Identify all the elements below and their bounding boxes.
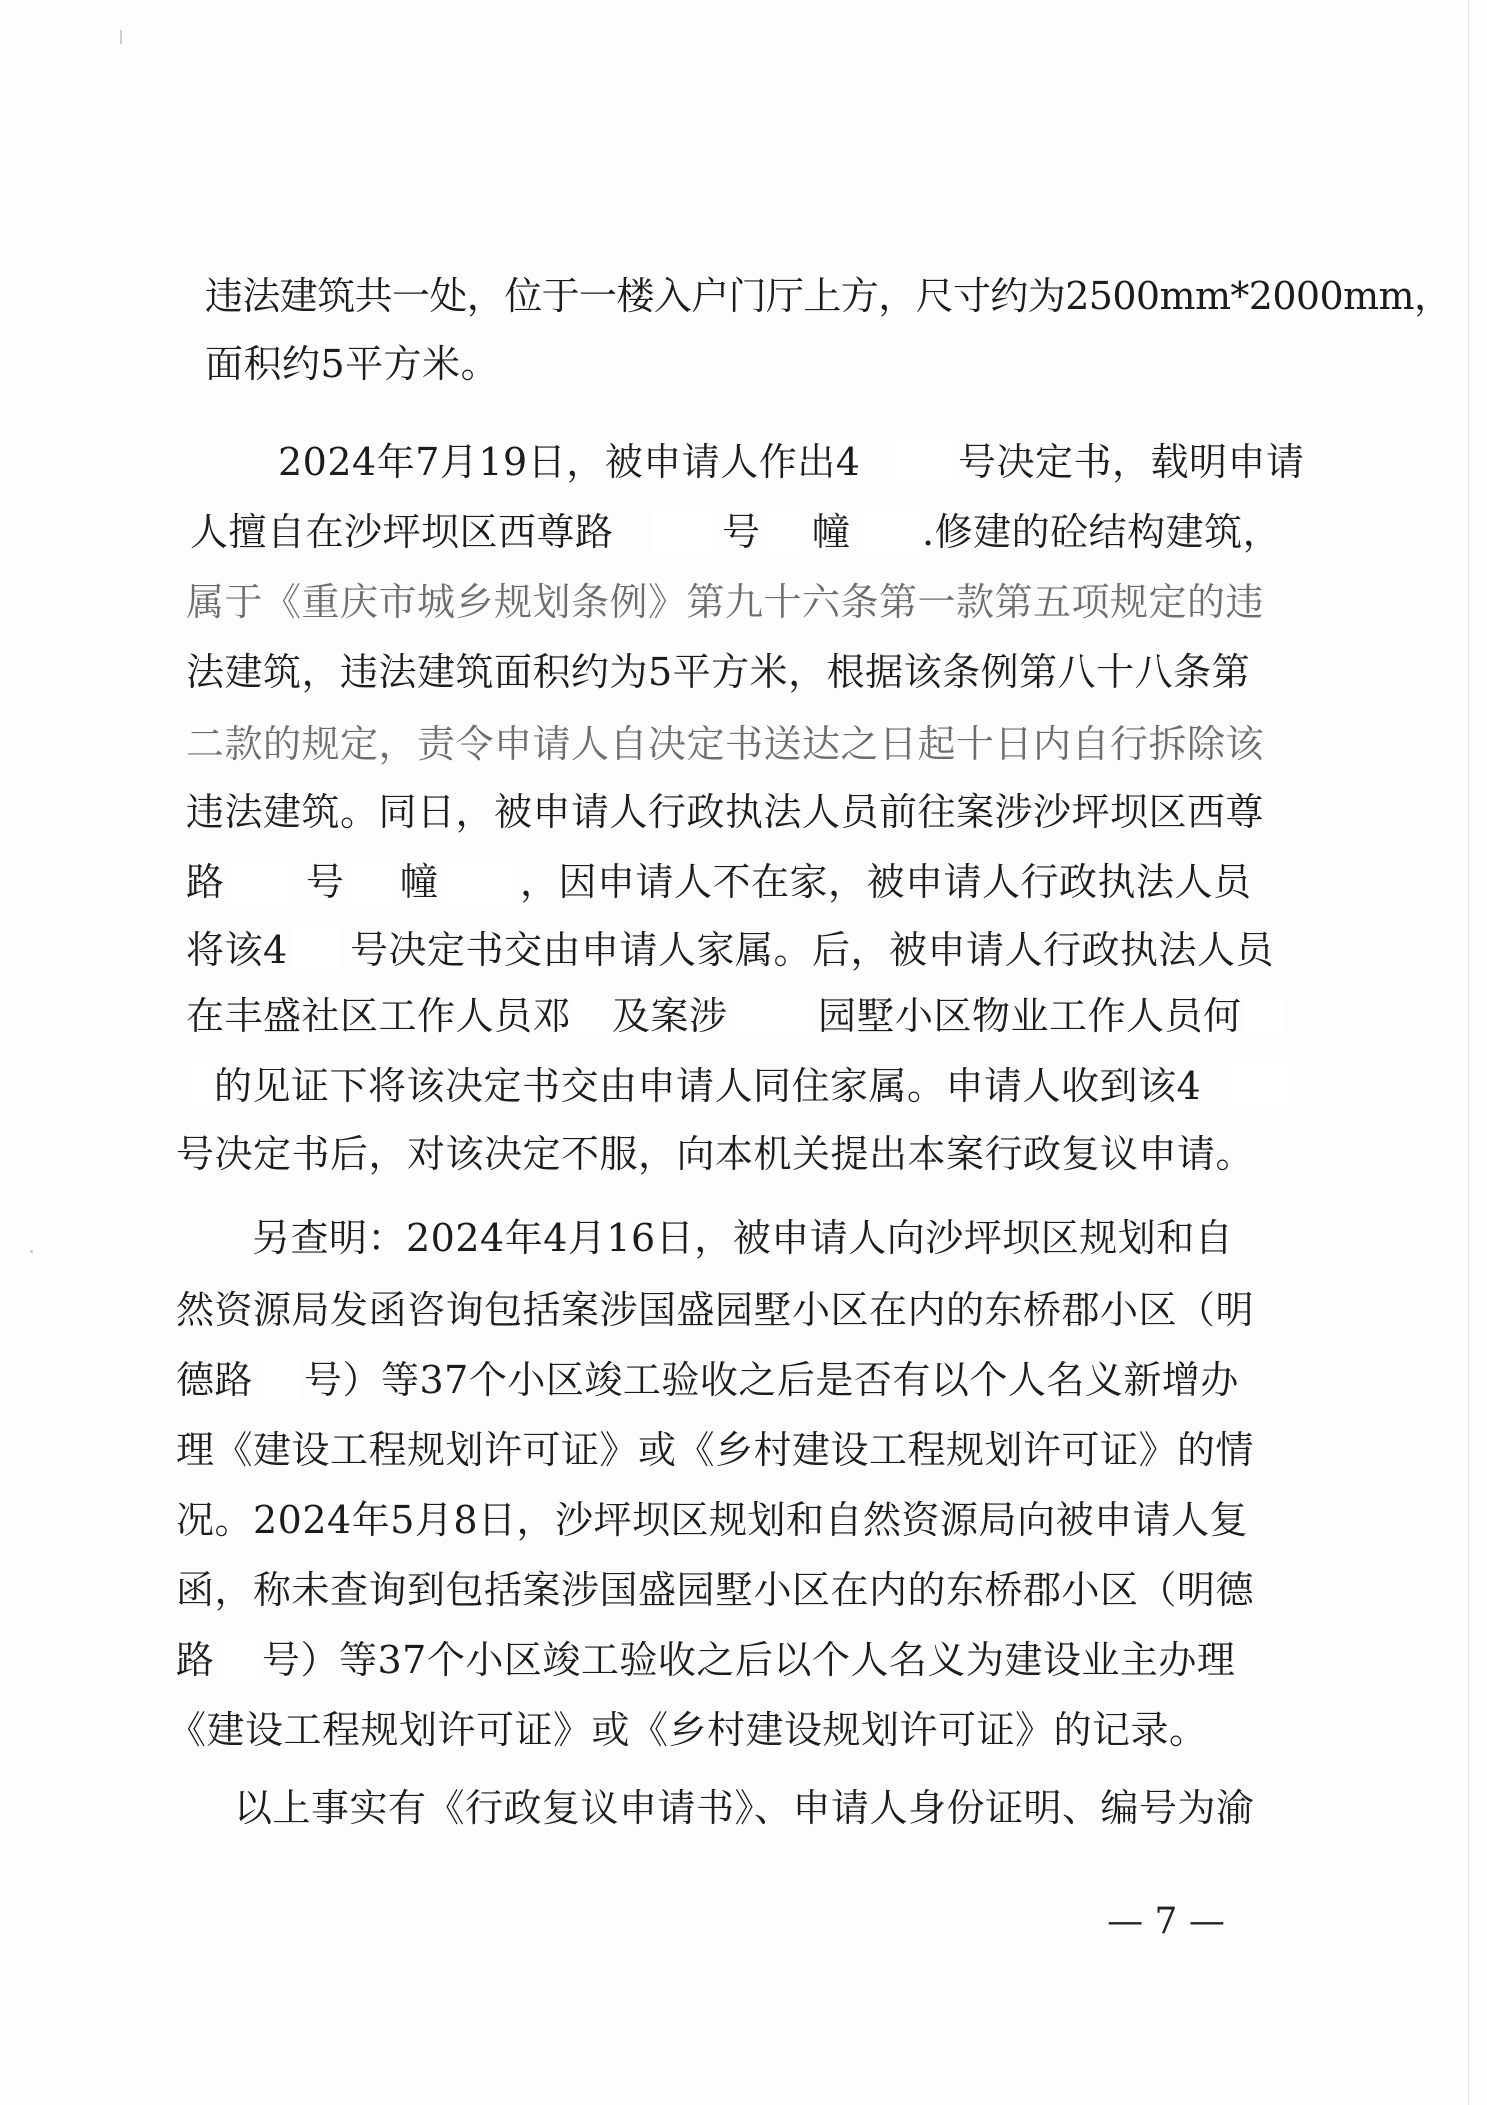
redaction-mask bbox=[1230, 1064, 1288, 1108]
text-segment: 路 bbox=[176, 1638, 215, 1682]
text-segment: 在丰盛社区工作人员邓 bbox=[186, 994, 572, 1038]
text-segment: 的见证下将该决定书交由申请人同住家属。申请人收到该4 bbox=[214, 1064, 1202, 1108]
redaction-mask bbox=[292, 928, 340, 972]
text-segment: 面积约5平方米。 bbox=[205, 342, 500, 386]
redaction-mask bbox=[352, 860, 392, 904]
text-segment: 号）等37个小区竣工验收之后是否有以个人名义新增办 bbox=[304, 1358, 1239, 1402]
scan-edge-mark bbox=[1468, 0, 1469, 2105]
redaction-mask bbox=[232, 860, 294, 904]
text-segment: 人擅自在沙坪坝区西尊路 bbox=[190, 510, 614, 554]
text-segment: 德路 bbox=[176, 1358, 254, 1402]
text-segment: 号决定书后，对该决定不服，向本机关提出本案行政复议申请。 bbox=[176, 1132, 1255, 1176]
text-segment: 二款的规定，责令申请人自决定书送达之日起十日内自行拆除该 bbox=[186, 722, 1265, 766]
text-segment: 《建设工程规划许可证》或《乡村建设规划许可证》的记录。 bbox=[168, 1708, 1208, 1752]
scan-edge-mark bbox=[30, 1250, 33, 1253]
text-segment: 号决定书，载明申请 bbox=[958, 440, 1305, 484]
text-segment: 违法建筑共一处，位于一楼入户门厅上方，尺寸约为2500mm*2000mm， bbox=[205, 274, 1452, 318]
redaction-mask bbox=[224, 1638, 258, 1682]
redaction-mask bbox=[186, 1064, 208, 1108]
text-segment: 以上事实有《行政复议申请书》、申请人身份证明、编号为渝 bbox=[234, 1786, 1255, 1830]
text-segment: 函，称未查询到包括案涉国盛园墅小区在内的东桥郡小区（明德 bbox=[176, 1568, 1255, 1612]
text-segment: 幢 bbox=[400, 860, 439, 904]
text-segment: 号 bbox=[722, 510, 761, 554]
redaction-mask bbox=[574, 994, 610, 1038]
text-segment: 2024年7月19日，被申请人作出4 bbox=[278, 440, 861, 484]
redaction-mask bbox=[890, 440, 952, 484]
text-segment: 号决定书交由申请人家属。后，被申请人行政执法人员 bbox=[350, 928, 1275, 972]
redaction-mask bbox=[448, 860, 518, 904]
text-segment: 况。2024年5月8日，沙坪坝区规划和自然资源局向被申请人复 bbox=[176, 1498, 1249, 1542]
redaction-mask bbox=[652, 510, 712, 554]
text-segment: 然资源局发函咨询包括案涉国盛园墅小区在内的东桥郡小区（明 bbox=[176, 1288, 1255, 1332]
text-segment: 法建筑，违法建筑面积约为5平方米，根据该条例第八十八条第 bbox=[186, 650, 1251, 694]
text-segment: ，因申请人不在家，被申请人行政执法人员 bbox=[520, 860, 1252, 904]
scan-edge-mark bbox=[120, 30, 122, 44]
text-segment: 号 bbox=[306, 860, 345, 904]
text-segment: 另查明：2024年4月16日，被申请人向沙坪坝区规划和自 bbox=[252, 1216, 1234, 1260]
text-segment: 号）等37个小区竣工验收之后以个人名义为建设业主办理 bbox=[262, 1638, 1236, 1682]
redaction-mask bbox=[766, 510, 806, 554]
page-number: — 7 — bbox=[1107, 1901, 1225, 1942]
text-segment: 幢 bbox=[812, 510, 851, 554]
text-segment: 路 bbox=[186, 860, 225, 904]
text-segment: 属于《重庆市城乡规划条例》第九十六条第一款第五项规定的违 bbox=[186, 580, 1265, 624]
text-segment: .修建的砼结构建筑， bbox=[922, 510, 1282, 554]
text-segment: 及案涉 bbox=[612, 994, 728, 1038]
text-segment: 违法建筑。同日，被申请人行政执法人员前往案涉沙坪坝区西尊 bbox=[186, 790, 1265, 834]
redaction-mask bbox=[264, 1358, 300, 1402]
text-segment: 将该4 bbox=[186, 928, 288, 972]
redaction-mask bbox=[1244, 994, 1284, 1038]
text-segment: 理《建设工程规划许可证》或《乡村建设工程规划许可证》的情 bbox=[176, 1428, 1255, 1472]
text-segment: 园墅小区物业工作人员何 bbox=[818, 994, 1242, 1038]
redaction-mask bbox=[730, 994, 810, 1038]
redaction-mask bbox=[862, 510, 922, 554]
